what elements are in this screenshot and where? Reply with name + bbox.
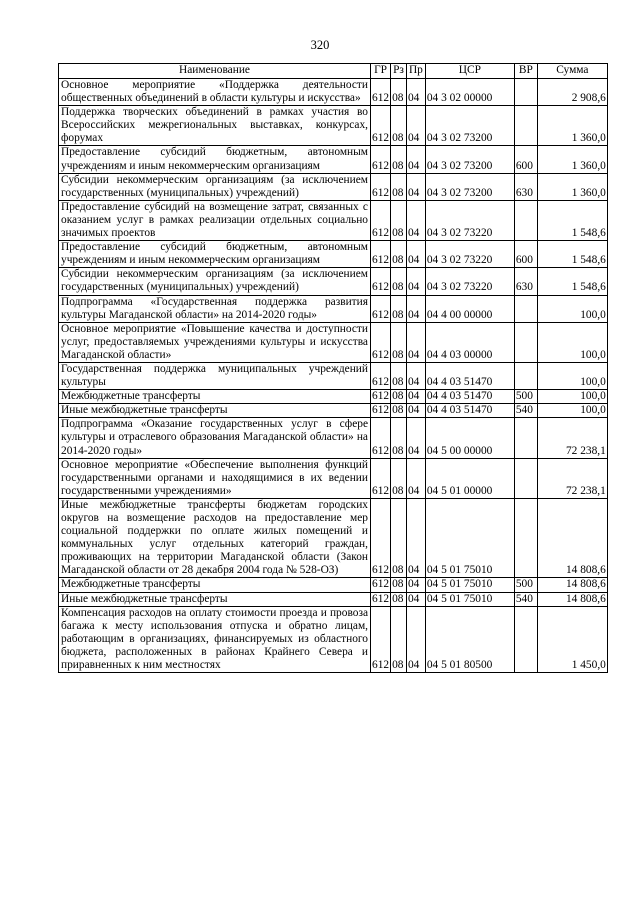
header-rz: Рз [391, 64, 407, 79]
header-vr: ВР [514, 64, 537, 79]
cell-vr: 500 [514, 390, 537, 404]
table-body [59, 79, 608, 673]
table-row [59, 322, 608, 362]
table-row [59, 268, 608, 295]
cell-pr: 04 [406, 200, 425, 240]
cell-name: Межбюджетные трансферты [59, 578, 371, 592]
header-name: Наименование [59, 64, 371, 79]
cell-rz: 08 [391, 458, 407, 498]
table-row [59, 578, 608, 592]
cell-rz: 08 [391, 418, 407, 458]
cell-csr: 04 3 02 73220 [425, 200, 514, 240]
cell-csr: 04 4 03 00000 [425, 322, 514, 362]
cell-gr: 612 [371, 295, 391, 322]
cell-sum: 1 360,0 [537, 173, 607, 200]
cell-vr [514, 498, 537, 578]
table-row [59, 592, 608, 606]
cell-vr: 540 [514, 404, 537, 418]
table-row [59, 241, 608, 268]
table-row [59, 79, 608, 106]
table-row [59, 146, 608, 173]
cell-csr: 04 4 03 51470 [425, 404, 514, 418]
cell-name: Подпрограмма «Оказание государственных услуг в сфере культуры и отраслевого образования Магаданской области» на 2014-2020 годы» [59, 418, 371, 458]
header-sum: Сумма [537, 64, 607, 79]
cell-gr: 612 [371, 458, 391, 498]
cell-pr: 04 [406, 146, 425, 173]
cell-csr: 04 5 01 75010 [425, 578, 514, 592]
budget-table [58, 63, 608, 673]
cell-sum: 14 808,6 [537, 592, 607, 606]
cell-vr [514, 606, 537, 672]
cell-rz: 08 [391, 606, 407, 672]
cell-sum: 1 548,6 [537, 268, 607, 295]
cell-gr: 612 [371, 322, 391, 362]
cell-csr: 04 4 03 51470 [425, 390, 514, 404]
header-csr: ЦСР [425, 64, 514, 79]
cell-name: Основное мероприятие «Обеспечение выполнения функций государственными органами и находящимися в их ведении государственными учреждениями» [59, 458, 371, 498]
cell-pr: 04 [406, 173, 425, 200]
cell-sum: 100,0 [537, 322, 607, 362]
cell-pr: 04 [406, 404, 425, 418]
cell-pr: 04 [406, 322, 425, 362]
cell-gr: 612 [371, 79, 391, 106]
cell-gr: 612 [371, 268, 391, 295]
cell-csr: 04 3 02 73200 [425, 173, 514, 200]
table-row [59, 390, 608, 404]
cell-pr: 04 [406, 79, 425, 106]
cell-sum: 1 548,6 [537, 200, 607, 240]
cell-vr [514, 79, 537, 106]
cell-vr [514, 418, 537, 458]
cell-vr: 600 [514, 241, 537, 268]
cell-gr: 612 [371, 362, 391, 389]
header-pr: Пр [406, 64, 425, 79]
cell-rz: 08 [391, 362, 407, 389]
table-row [59, 295, 608, 322]
table-row [59, 404, 608, 418]
cell-pr: 04 [406, 498, 425, 578]
cell-csr: 04 5 00 00000 [425, 418, 514, 458]
cell-csr: 04 5 01 75010 [425, 498, 514, 578]
cell-vr: 630 [514, 173, 537, 200]
cell-name: Субсидии некоммерческим организациям (за исключением государственных (муниципальных) учреждений) [59, 268, 371, 295]
cell-name: Иные межбюджетные трансферты [59, 592, 371, 606]
cell-sum: 14 808,6 [537, 578, 607, 592]
cell-pr: 04 [406, 592, 425, 606]
cell-pr: 04 [406, 106, 425, 146]
cell-vr: 540 [514, 592, 537, 606]
cell-name: Компенсация расходов на оплату стоимости проезда и провоза багажа к месту использования отпуска и обратно лицам, работающим в организациях, финансируемых из областного бюджета, расположенных в районах Крайнего Севера и приравненных к ним местностях [59, 606, 371, 672]
cell-rz: 08 [391, 295, 407, 322]
cell-rz: 08 [391, 498, 407, 578]
cell-rz: 08 [391, 106, 407, 146]
cell-gr: 612 [371, 106, 391, 146]
cell-name: Поддержка творческих объединений в рамках участия во Всероссийских межрегиональных выставках, конкурсах, форумах [59, 106, 371, 146]
cell-vr [514, 362, 537, 389]
cell-pr: 04 [406, 578, 425, 592]
table-row [59, 173, 608, 200]
cell-csr: 04 5 01 00000 [425, 458, 514, 498]
cell-rz: 08 [391, 322, 407, 362]
cell-pr: 04 [406, 241, 425, 268]
cell-gr: 612 [371, 606, 391, 672]
cell-rz: 08 [391, 268, 407, 295]
cell-name: Субсидии некоммерческим организациям (за исключением государственных (муниципальных) учреждений) [59, 173, 371, 200]
cell-gr: 612 [372, 404, 390, 417]
table-row [59, 362, 608, 389]
table-row [59, 458, 608, 498]
cell-csr: 04 4 03 51470 [425, 362, 514, 389]
cell-sum: 1 360,0 [537, 106, 607, 146]
cell-gr: 612 [372, 578, 390, 591]
cell-vr [514, 106, 537, 146]
table-row [59, 200, 608, 240]
cell-gr: 612 [371, 146, 391, 173]
cell-rz: 08 [391, 578, 407, 592]
cell-gr: 612 [371, 241, 391, 268]
cell-name: Государственная поддержка муниципальных учреждений культуры [59, 362, 371, 389]
cell-rz: 08 [391, 146, 407, 173]
cell-csr: 04 5 01 80500 [425, 606, 514, 672]
cell-pr: 04 [406, 268, 425, 295]
cell-gr: 612 [372, 592, 390, 605]
cell-sum: 100,0 [537, 295, 607, 322]
cell-name: Предоставление субсидий бюджетным, автономным учреждениям и иным некоммерческим организациям [59, 241, 371, 268]
cell-name: Предоставление субсидий бюджетным, автономным учреждениям и иным некоммерческим организациям [59, 146, 371, 173]
cell-csr: 04 3 02 73220 [425, 241, 514, 268]
cell-csr: 04 4 00 00000 [425, 295, 514, 322]
cell-pr: 04 [406, 458, 425, 498]
cell-name: Иные межбюджетные трансферты [59, 404, 371, 418]
cell-sum: 1 360,0 [537, 146, 607, 173]
cell-csr: 04 3 02 00000 [425, 79, 514, 106]
table-row [59, 106, 608, 146]
cell-gr: 612 [371, 418, 391, 458]
cell-vr [514, 458, 537, 498]
cell-name: Предоставление субсидий на возмещение затрат, связанных с оказанием услуг в рамках реализации отдельных социально значимых проектов [59, 200, 371, 240]
cell-gr: 612 [372, 390, 390, 403]
cell-sum: 2 908,6 [537, 79, 607, 106]
page-number: 320 [310, 38, 330, 52]
cell-rz: 08 [391, 404, 407, 418]
cell-csr: 04 3 02 73200 [425, 106, 514, 146]
cell-csr: 04 3 02 73200 [425, 146, 514, 173]
cell-gr: 612 [371, 173, 391, 200]
cell-name: Подпрограмма «Государственная поддержка развития культуры Магаданской области» на 2014-2020 годы» [59, 295, 371, 322]
cell-pr: 04 [406, 606, 425, 672]
cell-vr [514, 295, 537, 322]
cell-rz: 08 [391, 200, 407, 240]
cell-sum: 72 238,1 [537, 458, 607, 498]
cell-name: Основное мероприятие «Поддержка деятельности общественных объединений в области культуры и искусства» [59, 79, 371, 106]
cell-vr: 500 [514, 578, 537, 592]
cell-sum: 1 450,0 [537, 606, 607, 672]
cell-gr: 612 [371, 200, 391, 240]
cell-sum: 100,0 [537, 362, 607, 389]
cell-rz: 08 [391, 241, 407, 268]
cell-gr: 612 [371, 498, 391, 578]
header-gr: ГР [371, 64, 391, 79]
cell-vr: 630 [514, 268, 537, 295]
table-header-row [59, 64, 608, 79]
table-row [59, 418, 608, 458]
cell-rz: 08 [391, 592, 407, 606]
cell-rz: 08 [391, 79, 407, 106]
table-row [59, 606, 608, 672]
table-row [59, 498, 608, 578]
cell-name: Межбюджетные трансферты [59, 390, 371, 404]
cell-name: Основное мероприятие «Повышение качества и доступности услуг, предоставляемых учреждениями культуры и искусства Магаданской области» [59, 322, 371, 362]
cell-sum: 72 238,1 [537, 418, 607, 458]
cell-rz: 08 [391, 390, 407, 404]
cell-sum: 100,0 [537, 404, 607, 418]
cell-pr: 04 [406, 390, 425, 404]
cell-pr: 04 [406, 362, 425, 389]
cell-pr: 04 [406, 295, 425, 322]
cell-sum: 1 548,6 [537, 241, 607, 268]
cell-vr: 600 [514, 146, 537, 173]
cell-rz: 08 [391, 173, 407, 200]
cell-csr: 04 3 02 73220 [425, 268, 514, 295]
cell-vr [514, 200, 537, 240]
cell-pr: 04 [406, 418, 425, 458]
cell-csr: 04 5 01 75010 [425, 592, 514, 606]
cell-sum: 100,0 [537, 390, 607, 404]
cell-name: Иные межбюджетные трансферты бюджетам городских округов на возмещение расходов на предоставление мер социальной поддержки по оплате жилых помещений и коммунальных услуг отдельных категорий граждан, проживающих на территории Магаданской области (Закон Магаданской области от 28 декабря 2004 года № 528-ОЗ) [59, 498, 371, 578]
cell-vr [514, 322, 537, 362]
cell-sum: 14 808,6 [537, 498, 607, 578]
